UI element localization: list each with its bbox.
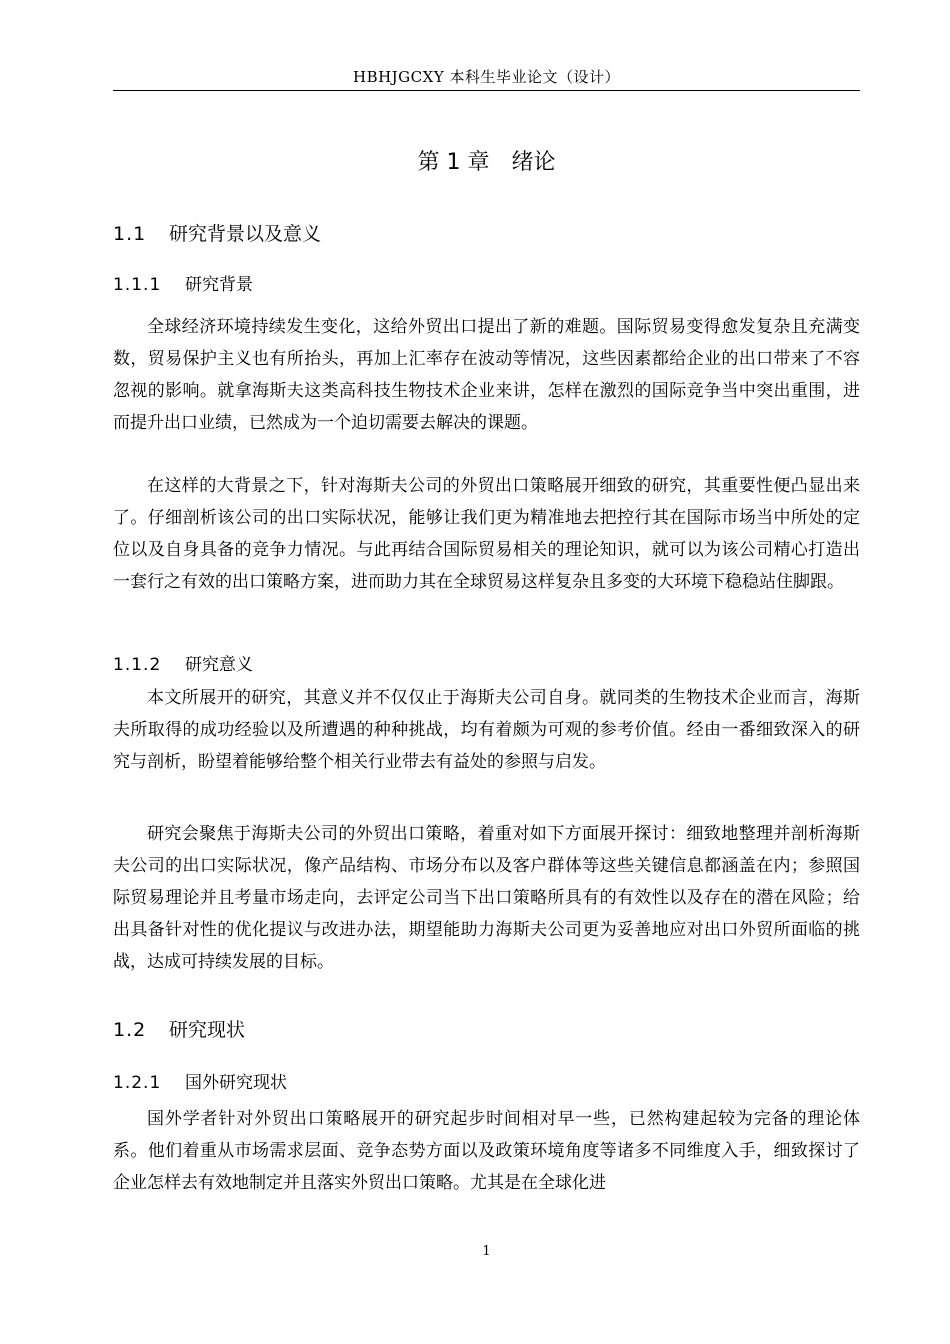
paragraph-significance-2: 研究会聚焦于海斯夫公司的外贸出口策略，着重对如下方面展开探讨：细致地整理并剖析海斯夫公司的出口实际状况，像产品结构、市场分布以及客户群体等这些关键信息都涵盖在内；参照国际贸易理论并且考量市场走向，去评定公司当下出口策略所具有的有效性以及存在的潜在风险；给出具备针对性的优化提议与改进办法，期望能助力海斯夫公司更为妥善地应对出口外贸所面临的挑战，达成可持续发展的目标。 [113, 824, 860, 972]
subsection-title: 研究意义 [185, 655, 253, 675]
subsection-heading-1-1-2 [113, 651, 253, 679]
subsection-title: 国外研究现状 [185, 1073, 287, 1093]
subsection-number: 1.1.1 [113, 275, 162, 295]
section-heading-1-2 [113, 1015, 245, 1045]
subsection-heading-1-2-1 [113, 1069, 287, 1097]
chapter-title: 第 1 章 绪论 [417, 150, 556, 175]
page-number: 1 [482, 1244, 491, 1259]
paragraph-background-1: 全球经济环境持续发生变化，这给外贸出口提出了新的难题。国际贸易变得愈发复杂且充满变数，贸易保护主义也有所抬头，再加上汇率存在波动等情况，这些因素都给企业的出口带来了不容忽视的影响。就拿海斯夫这类高科技生物技术企业来讲，怎样在激烈的国际竞争当中突出重围，进而提升出口业绩，已然成为一个迫切需要去解决的课题。 [113, 317, 860, 433]
section-title: 研究现状 [169, 1019, 246, 1041]
paragraph-significance-1: 本文所展开的研究，其意义并不仅仅止于海斯夫公司自身。就同类的生物技术企业而言，海斯夫所取得的成功经验以及所遭遇的种种挑战，均有着颇为可观的参考价值。经由一番细致深入的研究与剖析，盼望着能够给整个相关行业带去有益处的参照与启发。 [113, 688, 860, 772]
subsection-number: 1.1.2 [113, 655, 162, 675]
subsection-number: 1.2.1 [113, 1073, 162, 1093]
running-header: HBHJGCXY 本科生毕业论文（设计） [352, 68, 620, 86]
paragraph-foreign-research: 国外学者针对外贸出口策略展开的研究起步时间相对早一些，已然构建起较为完备的理论体系。他们着重从市场需求层面、竞争态势方面以及政策环境角度等诸多不同维度入手，细致探讨了企业怎样去有效地制定并且落实外贸出口策略。尤其是在全球化进 [113, 1109, 860, 1193]
subsection-heading-1-1-1 [113, 271, 253, 299]
header-rule [113, 90, 860, 91]
section-number: 1.2 [113, 1019, 147, 1041]
subsection-title: 研究背景 [185, 275, 253, 295]
paragraph-background-2: 在这样的大背景之下，针对海斯夫公司的外贸出口策略展开细致的研究，其重要性便凸显出来了。仔细剖析该公司的出口实际状况，能够让我们更为精准地去把控行其在国际市场当中所处的定位以及自身具备的竞争力情况。与此再结合国际贸易相关的理论知识，就可以为该公司精心打造出一套行之有效的出口策略方案，进而助力其在全球贸易这样复杂且多变的大环境下稳稳站住脚跟。 [113, 476, 860, 592]
section-heading-1-1 [113, 219, 321, 249]
section-number: 1.1 [113, 223, 147, 245]
section-title: 研究背景以及意义 [169, 223, 322, 245]
